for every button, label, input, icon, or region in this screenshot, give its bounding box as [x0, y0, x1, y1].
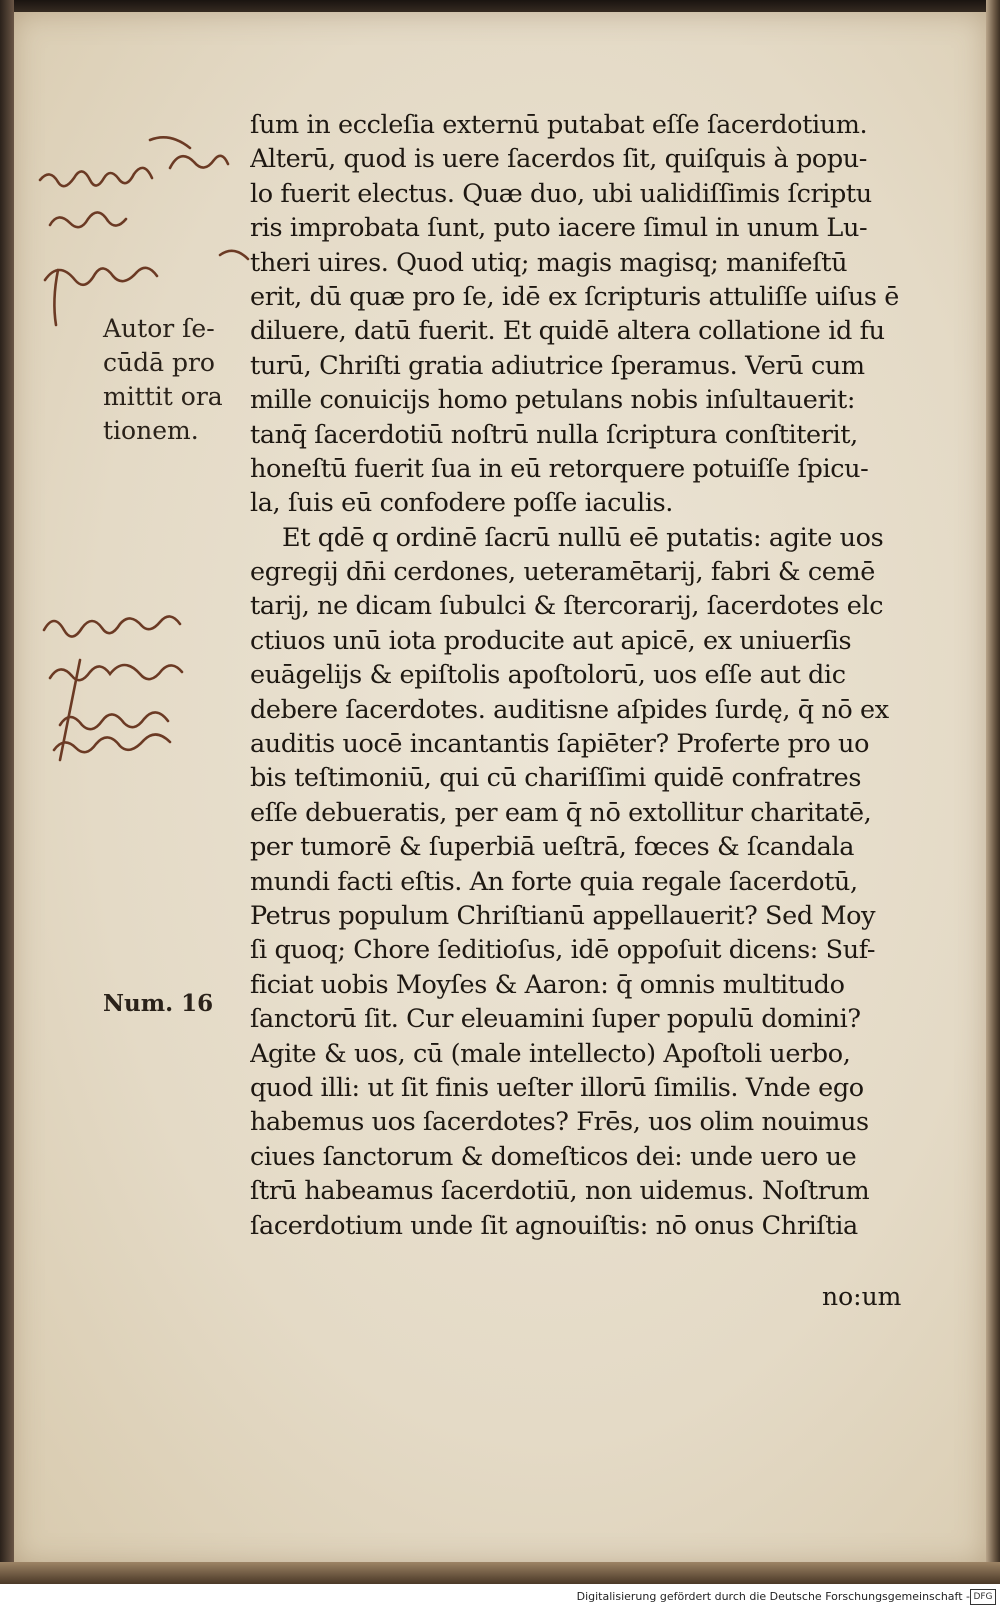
text-line: eſſe debueratis, per eam q̄ nō extollitur charitatē,	[250, 797, 872, 828]
catchword: no:um	[822, 1282, 902, 1311]
text-line: mundi facti eſtis. An forte quia regale ſacerdotū,	[250, 866, 858, 897]
gloss-line: Autor ſe-	[103, 314, 215, 343]
digitization-footer	[0, 1584, 1000, 1611]
gloss-line: mittit ora	[103, 382, 223, 411]
handwritten-annotation-top	[20, 130, 250, 330]
footer-credit: Digitalisierung gefördert durch die Deutsche Forschungsgemeinschaft -	[576, 1590, 970, 1603]
text-line: ſanctorū ſit. Cur eleuamini ſuper populū domini?	[250, 1004, 861, 1035]
text-line: erit, dū quæ pro ſe, idē ex ſcripturis attuliſſe uiſus ē	[250, 281, 899, 312]
text-line: diluere, datū fuerit. Et quidē altera collatione id fu	[250, 316, 885, 347]
text-line: Petrus populum Chriſtianū appellauerit? Sed Moy	[250, 900, 876, 931]
text-line: tarij, ne dicam ſubulci & ſtercorarij, ſacerdotes elc	[250, 591, 884, 622]
book-fore-edge	[986, 0, 1000, 1580]
text-line: auditis uocē incantantis ſapiēter? Proferte pro uo	[250, 729, 870, 760]
text-line: la, ſuis eū confodere poſſe iaculis.	[250, 488, 673, 519]
text-line: ciues ſanctorum & domeſticos dei: unde uero ue	[250, 1141, 857, 1172]
text-line: ſtrū habeamus ſacerdotiū, non uidemus. Noſtrum	[250, 1176, 870, 1207]
text-line: tanq̄ ſacerdotiū noſtrū nulla ſcriptura conſtiterit,	[250, 419, 858, 450]
book-spine	[0, 0, 14, 1580]
handwritten-annotation-middle	[20, 600, 250, 770]
text-line: ficiat uobis Moyſes & Aaron: q̄ omnis multitudo	[250, 969, 845, 1000]
book-bottom-edge	[0, 1562, 1000, 1584]
text-line: lo fuerit electus. Quæ duo, ubi ualidiſſimis ſcriptu	[250, 178, 872, 209]
text-line: ſum in eccleſia externū putabat eſſe ſacerdotium.	[250, 110, 868, 140]
text-line: honeſtū fuerit ſua in eū retorquere potuiſſe ſpicu-	[250, 453, 869, 484]
text-line: ctiuos unū iota producite aut apicē, ex uniuerſis	[250, 625, 852, 656]
text-line: Agite & uos, cū (male intellecto) Apoſtoli uerbo,	[250, 1038, 851, 1069]
text-line: Et qdē q ordinē ſacrū nullū eē putatis: agite uos	[282, 522, 884, 553]
text-line: ſacerdotium unde ſit agnouiſtis: nō onus Chriſtia	[250, 1210, 858, 1241]
text-line: ris improbata ſunt, puto iacere ſimul in unum Lu-	[250, 213, 868, 244]
text-line: Alterū, quod is uere ſacerdos ſit, quiſquis à popu-	[250, 144, 868, 175]
dfg-logo: DFG	[970, 1589, 996, 1605]
text-line: per tumorē & ſuperbiā ueſtrā, fœces & ſcandala	[250, 832, 855, 863]
text-line: bis teſtimoniū, qui cū chariſſimi quidē confratres	[250, 763, 862, 794]
text-line: mille conuicijs homo petulans nobis inſultauerit:	[250, 385, 856, 416]
text-line: turū, Chriſti gratia adiutrice ſperamus. Verū cum	[250, 350, 865, 381]
text-line: quod illi: ut ſit finis ueſter illorū ſimilis. Vnde ego	[250, 1072, 864, 1103]
text-line: ſi quoq; Chore ſeditioſus, idē oppoſuit dicens: Suf-	[250, 935, 876, 966]
main-text-block	[250, 108, 930, 1243]
gloss-line: tionem.	[103, 416, 199, 445]
text-line: egregij dn̄i cerdones, ueteramētarij, fabri & cemē	[250, 557, 875, 588]
text-line: habemus uos ſacerdotes? Frēs, uos olim nouimus	[250, 1107, 869, 1138]
gloss-line: cūdā pro	[103, 348, 215, 377]
marginal-reference: Num. 16	[103, 990, 214, 1017]
text-line: euāgelijs & epiſtolis apoſtolorū, uos eſſe aut dic	[250, 660, 846, 691]
marginal-gloss	[103, 312, 223, 448]
text-line: theri uires. Quod utiq; magis magisq; manifeſtū	[250, 247, 848, 278]
text-line: debere ſacerdotes. auditisne aſpides ſurdę, q̄ nō ex	[250, 694, 889, 725]
